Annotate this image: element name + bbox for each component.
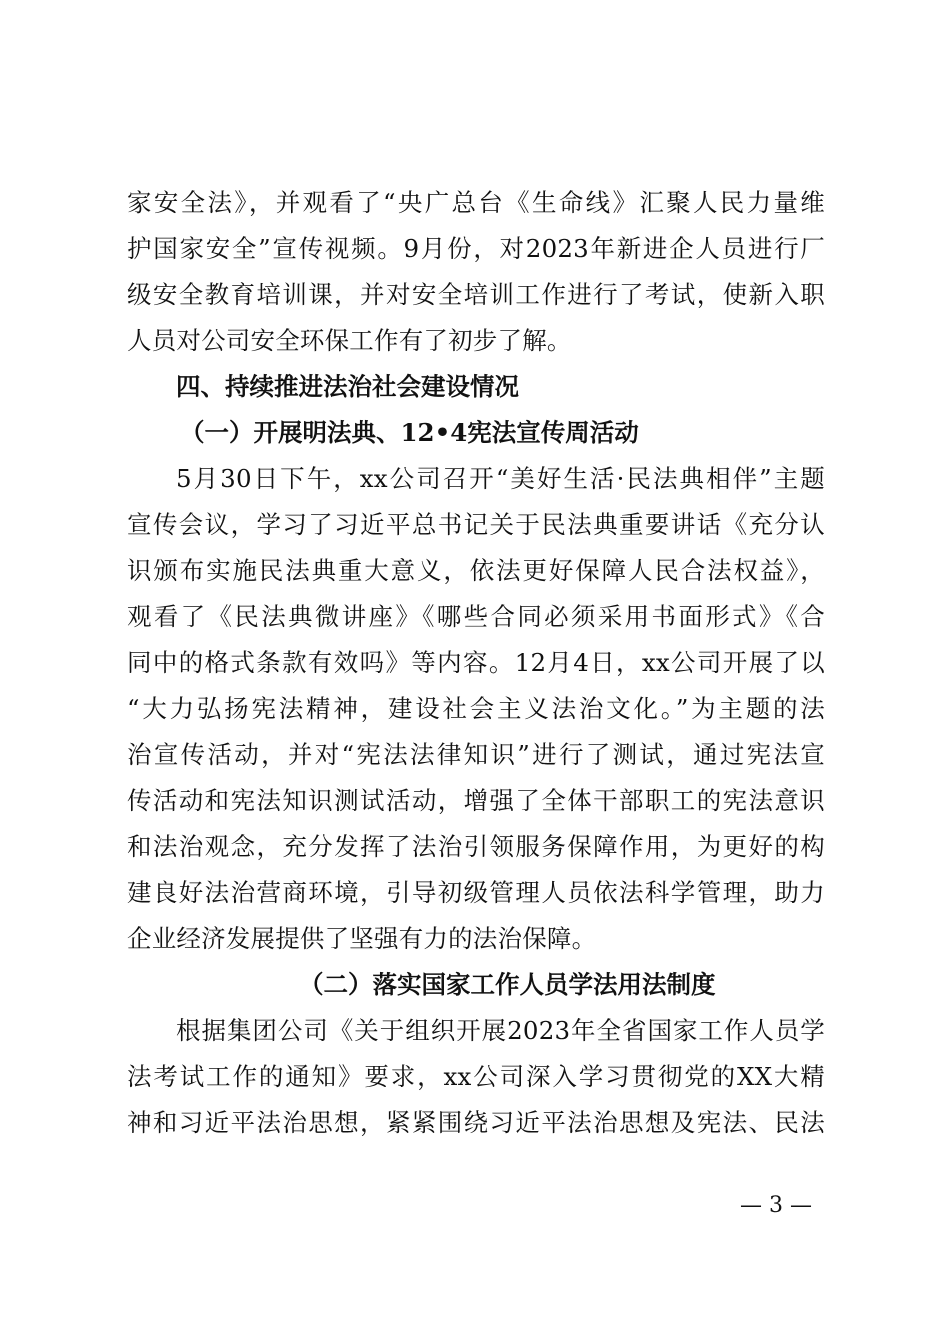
- text-line: 企业经济发展提供了坚强有力的法治保障。: [127, 924, 597, 953]
- text-line: 神和习近平法治思想，紧紧围绕习近平法治思想及宪法、民法: [127, 1108, 825, 1137]
- text-line: 建良好法治营商环境，引导初级管理人员依法科学管理，助力: [127, 878, 825, 907]
- text-line: 同中的格式条款有效吗》等内容。12月4日，xx公司开展了以: [127, 648, 825, 677]
- text-line: 法考试工作的通知》要求，xx公司深入学习贯彻党的XX大精: [127, 1062, 825, 1091]
- section-heading: 四、持续推进法治社会建设情况: [176, 372, 519, 401]
- text-line: 根据集团公司《关于组织开展2023年全省国家工作人员学: [176, 1016, 825, 1045]
- text-line: 传活动和宪法知识测试活动，增强了全体干部职工的宪法意识: [127, 786, 825, 815]
- text-line: 治宣传活动，并对“宪法法律知识”进行了测试，通过宪法宣: [127, 740, 825, 769]
- paragraph-law-study: [127, 1008, 825, 1146]
- text-line: 识颁布实施民法典重大意义，依法更好保障人民合法权益》，: [127, 556, 825, 585]
- document-body: [127, 180, 825, 1146]
- paragraph-civil-code: [127, 456, 825, 962]
- subsection-heading-1: （一）开展明法典、12•4宪法宣传周活动: [180, 418, 639, 447]
- subsection-heading-2: （二）落实国家工作人员学法用法制度: [299, 970, 716, 999]
- text-line: 宣传会议，学习了习近平总书记关于民法典重要讲话《充分认: [127, 510, 825, 539]
- text-line: 人员对公司安全环保工作有了初步了解。: [127, 326, 572, 355]
- text-line: 和法治观念，充分发挥了法治引领服务保障作用，为更好的构: [127, 832, 825, 861]
- paragraph-national-security: [127, 180, 825, 364]
- text-line: 观看了《民法典微讲座》《哪些合同必须采用书面形式》《合: [127, 602, 825, 631]
- page-number: — 3 —: [740, 1193, 812, 1218]
- text-line: 5月30日下午，xx公司召开“美好生活·民法典相伴”主题: [176, 464, 825, 493]
- text-line: “大力弘扬宪法精神，建设社会主义法治文化。”为主题的法: [127, 694, 825, 723]
- text-line: 护国家安全”宣传视频。9月份，对2023年新进企人员进行厂: [127, 234, 825, 263]
- text-line: 级安全教育培训课，并对安全培训工作进行了考试，使新入职: [127, 280, 825, 309]
- text-line: 家安全法》，并观看了“央广总台《生命线》汇聚人民力量维: [127, 188, 825, 217]
